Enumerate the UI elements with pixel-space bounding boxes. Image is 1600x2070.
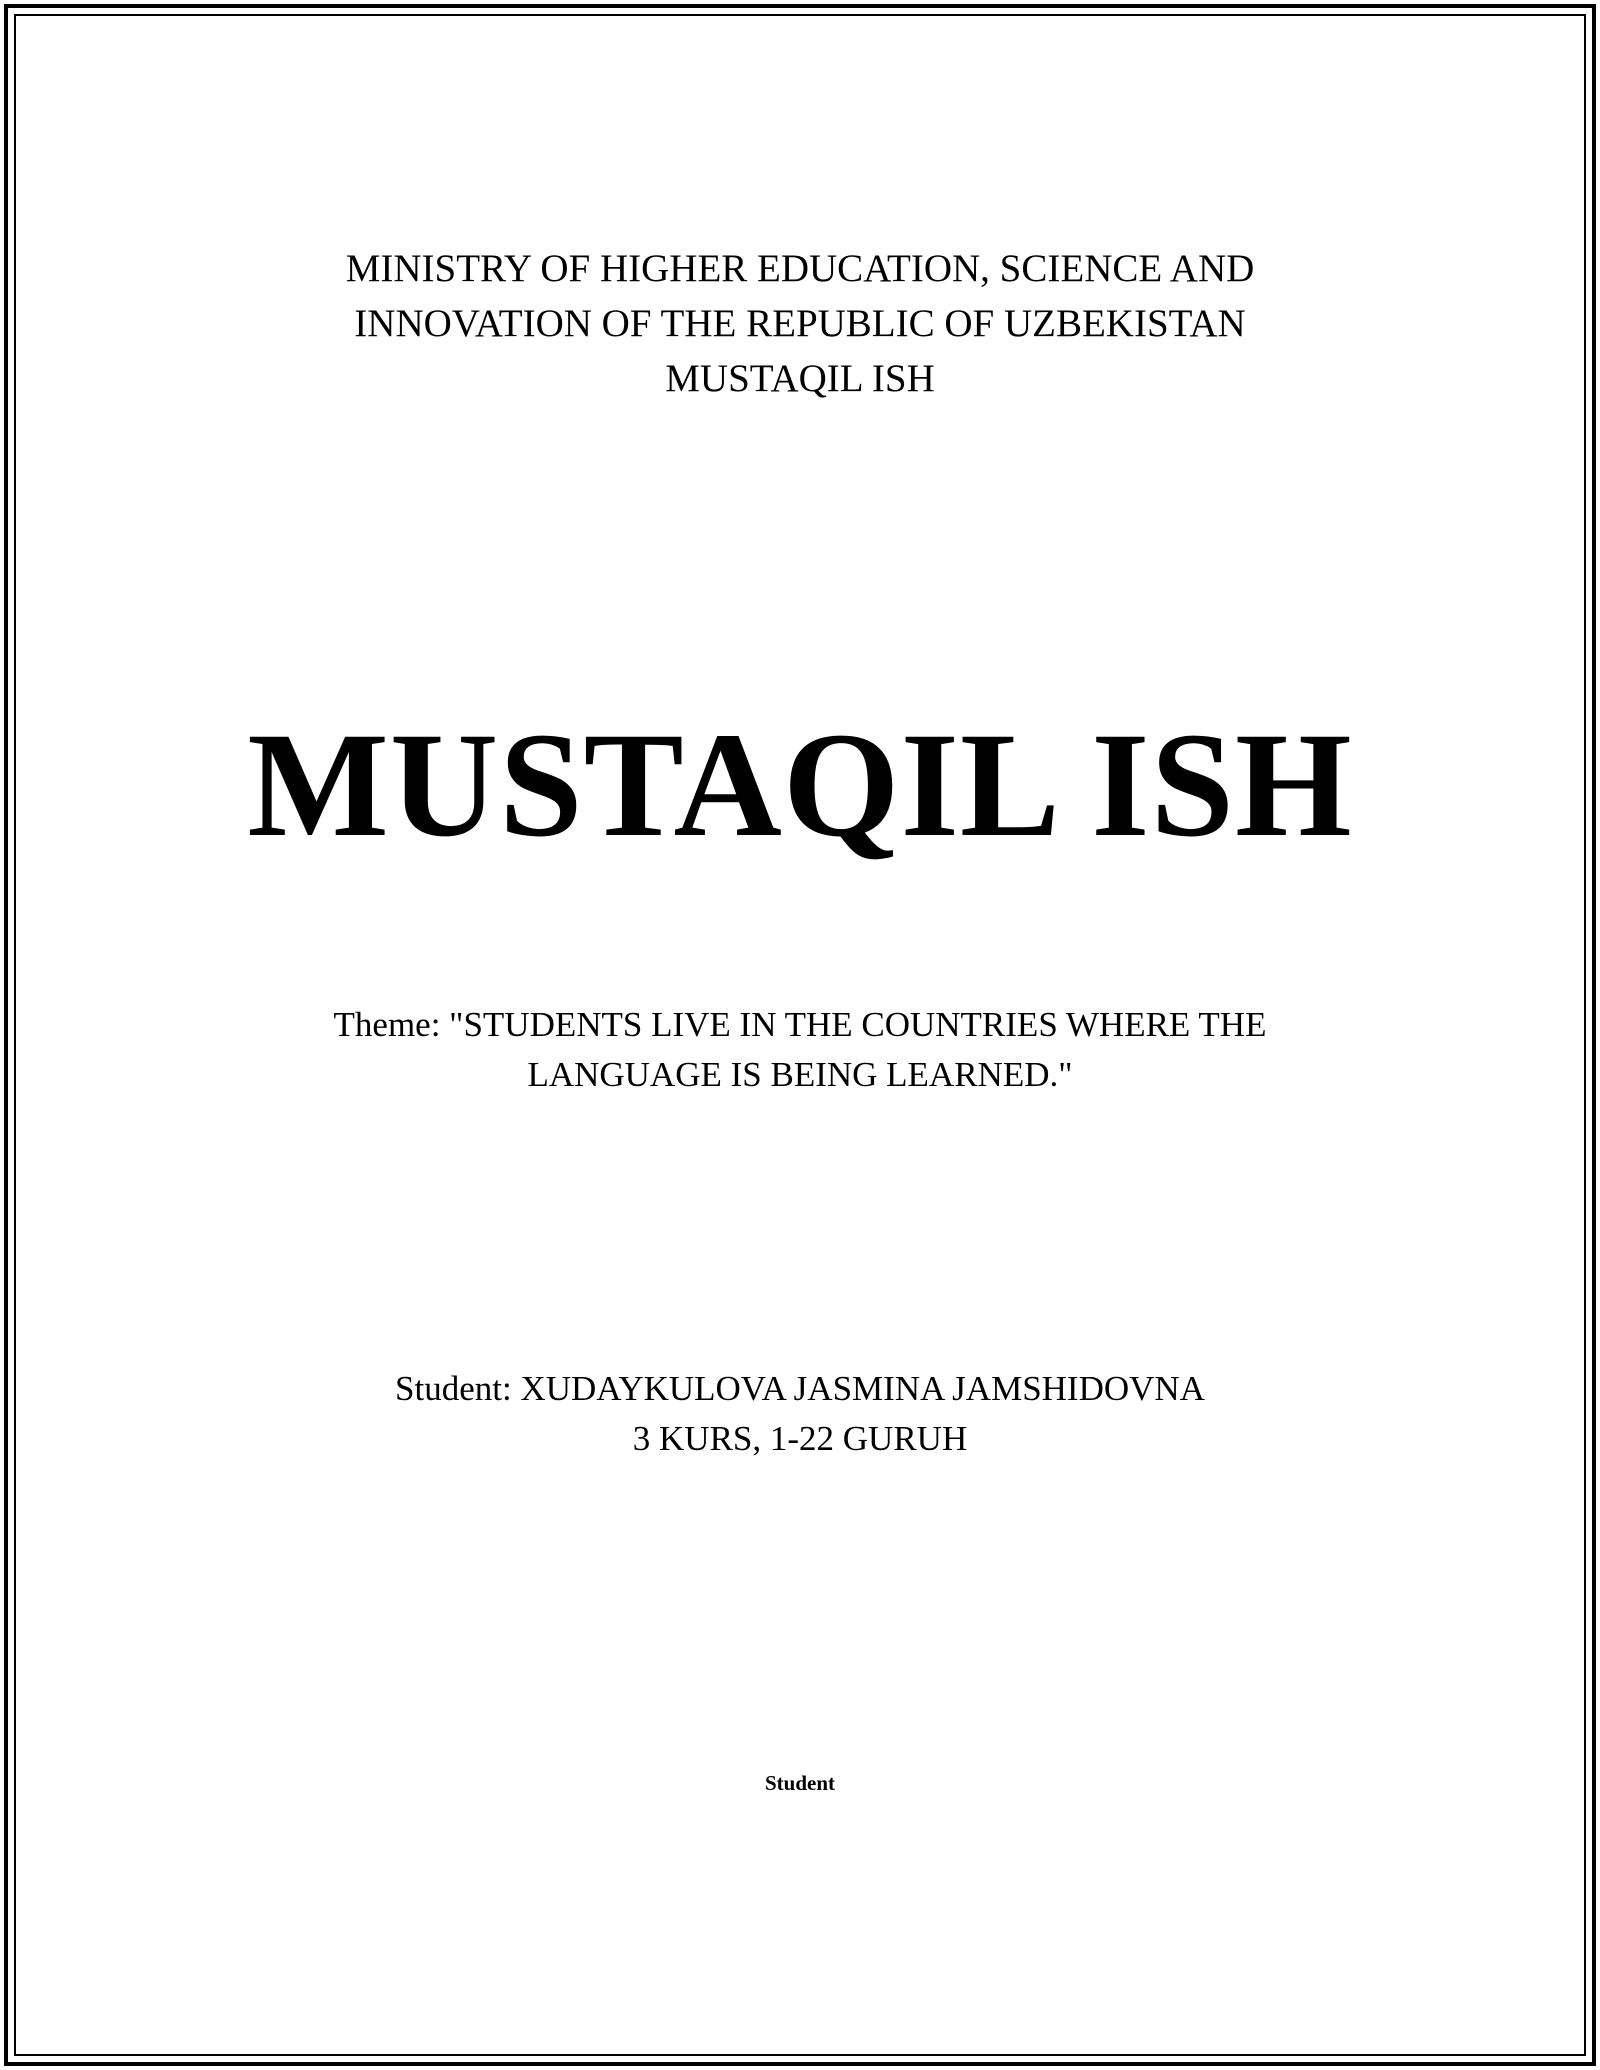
theme-block — [0, 1000, 1600, 1100]
document-title: MUSTAQIL ISH — [247, 702, 1353, 868]
ministry-header-line-1: MINISTRY OF HIGHER EDUCATION, SCIENCE AND — [345, 247, 1255, 290]
student-block — [0, 1364, 1600, 1464]
ministry-header-line-2: INNOVATION OF THE REPUBLIC OF UZBEKISTAN — [354, 302, 1246, 345]
student-name: Student: XUDAYKULOVA JASMINA JAMSHIDOVNA — [395, 1369, 1205, 1408]
theme-line-1: Theme: "STUDENTS LIVE IN THE COUNTRIES WHERE THE — [333, 1005, 1267, 1044]
student-course-group: 3 KURS, 1-22 GURUH — [632, 1419, 968, 1458]
ministry-header — [0, 241, 1600, 406]
theme-line-2: LANGUAGE IS BEING LEARNED." — [527, 1055, 1073, 1094]
ministry-header-line-3: MUSTAQIL ISH — [665, 357, 935, 400]
footer-student-label: Student — [764, 1771, 836, 1795]
